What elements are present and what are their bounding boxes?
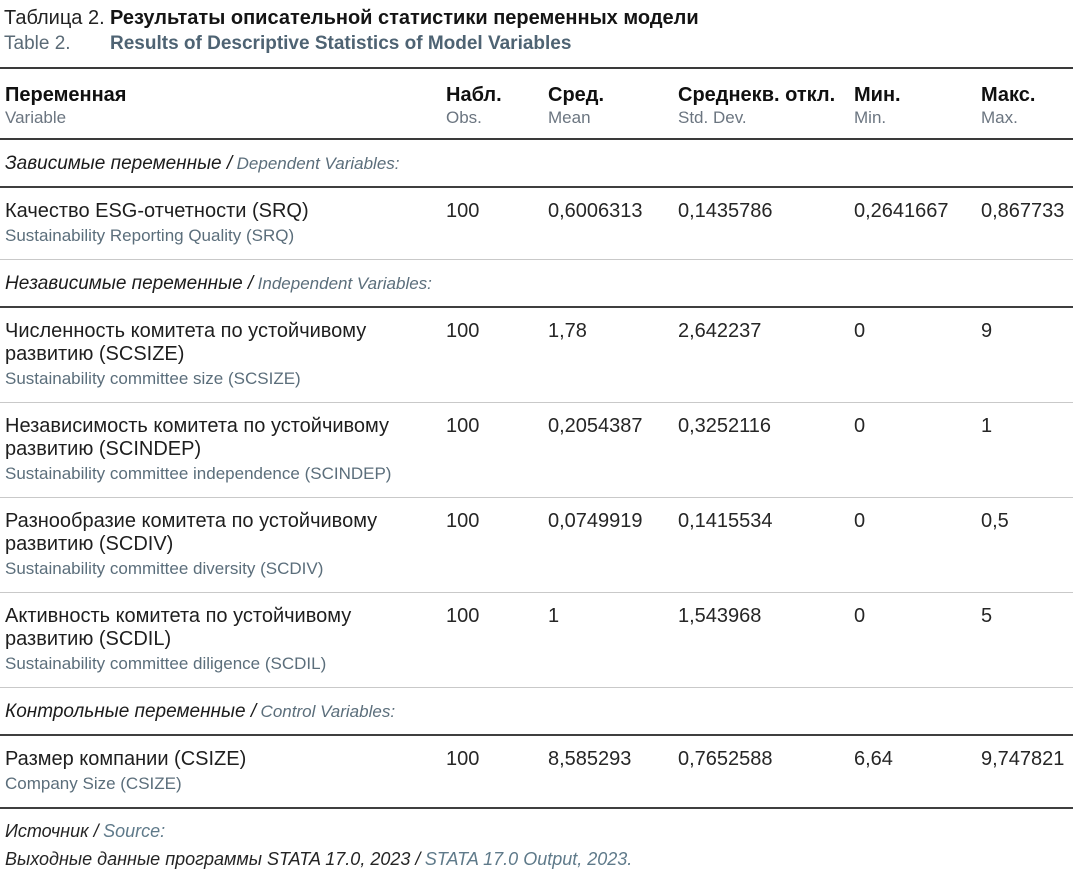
stddev-value: 0,1435786 — [678, 200, 773, 222]
stddev-value: 0,1415534 — [678, 510, 773, 532]
caption-line-en — [4, 32, 1073, 57]
obs-value: 100 — [446, 748, 480, 770]
column-header-row — [0, 69, 1073, 140]
source-note — [0, 809, 1073, 874]
section-header-dependent — [0, 140, 1073, 188]
variable-name-en: Sustainability committee diligence (SCDIL) — [5, 654, 327, 673]
obs-value: 100 — [446, 200, 480, 222]
col-header-obs-en: Obs. — [446, 108, 482, 127]
source-label-ru: Источник / — [5, 821, 99, 841]
min-value: 6,64 — [854, 748, 893, 770]
obs-value: 100 — [446, 415, 480, 437]
table-title-en: Results of Descriptive Statistics of Model Variables — [110, 33, 572, 54]
section-header-control-ru: Контрольные переменные / — [5, 701, 257, 722]
caption-line-ru — [4, 6, 1073, 32]
stddev-value: 0,7652588 — [678, 748, 773, 770]
variable-cell — [0, 200, 446, 246]
col-header-min — [854, 83, 981, 128]
col-header-obs-ru: Набл. — [446, 84, 502, 106]
stddev-value: 0,3252116 — [678, 415, 772, 437]
source-label-en: Source: — [103, 821, 166, 841]
variable-name-en: Sustainability committee size (SCSIZE) — [5, 369, 301, 388]
table-number-en: Table 2. — [4, 33, 71, 54]
min-value: 0 — [854, 510, 866, 532]
section-header-independent-en: Independent Variables: — [257, 274, 432, 293]
variable-name-ru: Разнообразие комитета по устойчивому развитию (SCDIV) — [5, 510, 378, 555]
stddev-value: 1,543968 — [678, 605, 762, 627]
section-header-control — [0, 688, 1073, 736]
table-row-scdiv — [0, 498, 1073, 593]
variable-name-ru: Численность комитета по устойчивому развитию (SCSIZE) — [5, 320, 367, 365]
variable-name-ru: Независимость комитета по устойчивому развитию (SCINDEP) — [5, 415, 390, 460]
min-value: 0 — [854, 605, 866, 627]
mean-value: 0,0749919 — [548, 510, 643, 532]
section-header-dependent-en: Dependent Variables: — [236, 154, 400, 173]
variable-name-ru: Качество ESG-отчетности (SRQ) — [5, 200, 309, 222]
max-value: 9,747821 — [981, 748, 1065, 770]
max-value: 5 — [981, 605, 993, 627]
col-header-max — [981, 83, 1073, 128]
variable-cell — [0, 748, 446, 794]
variable-name-en: Sustainability committee diversity (SCDIV) — [5, 559, 324, 578]
mean-value: 0,6006313 — [548, 200, 643, 222]
col-header-min-en: Min. — [854, 108, 887, 127]
section-header-independent — [0, 260, 1073, 308]
col-header-mean-ru: Сред. — [548, 84, 605, 106]
col-header-max-ru: Макс. — [981, 84, 1036, 106]
variable-name-en: Sustainability committee independence (SCINDEP) — [5, 464, 392, 483]
table-row-srq — [0, 188, 1073, 260]
mean-value: 0,2054387 — [548, 415, 643, 437]
variable-cell — [0, 320, 446, 389]
variable-name-ru: Активность комитета по устойчивому развитию (SCDIL) — [5, 605, 352, 650]
min-value: 0 — [854, 415, 866, 437]
table-title-ru: Результаты описательной статистики переменных модели — [110, 7, 699, 29]
variable-name-en: Company Size (CSIZE) — [5, 774, 182, 793]
max-value: 9 — [981, 320, 993, 342]
mean-value: 8,585293 — [548, 748, 632, 770]
col-header-max-en: Max. — [981, 108, 1018, 127]
table-row-scindep — [0, 403, 1073, 498]
section-header-control-en: Control Variables: — [260, 702, 396, 721]
min-value: 0,2641667 — [854, 200, 949, 222]
col-header-stddev-en: Std. Dev. — [678, 108, 747, 127]
max-value: 1 — [981, 415, 993, 437]
source-text-ru: Выходные данные программы STATA 17.0, 2023 / — [5, 849, 421, 869]
table-row-scsize — [0, 308, 1073, 403]
obs-value: 100 — [446, 605, 480, 627]
source-label-line — [5, 818, 1073, 846]
min-value: 0 — [854, 320, 866, 342]
variable-name-ru: Размер компании (CSIZE) — [5, 748, 247, 770]
section-header-dependent-ru: Зависимые переменные / — [5, 153, 233, 174]
variable-name-en: Sustainability Reporting Quality (SRQ) — [5, 226, 295, 245]
table-caption — [0, 0, 1073, 69]
col-header-mean-en: Mean — [548, 108, 591, 127]
mean-value: 1,78 — [548, 320, 587, 342]
col-header-stddev — [678, 83, 854, 128]
stddev-value: 2,642237 — [678, 320, 762, 342]
variable-cell — [0, 510, 446, 579]
source-text-line — [5, 846, 1073, 874]
col-header-variable — [0, 83, 446, 128]
table-number-ru: Таблица 2. — [4, 7, 105, 29]
max-value: 0,5 — [981, 510, 1009, 532]
obs-value: 100 — [446, 320, 480, 342]
variable-cell — [0, 415, 446, 484]
section-header-independent-ru: Независимые переменные / — [5, 273, 254, 294]
table-row-csize — [0, 736, 1073, 809]
obs-value: 100 — [446, 510, 480, 532]
source-text-en: STATA 17.0 Output, 2023. — [424, 849, 633, 869]
col-header-mean — [548, 83, 678, 128]
table-row-scdil — [0, 593, 1073, 688]
col-header-variable-en: Variable — [5, 108, 67, 127]
col-header-variable-ru: Переменная — [5, 84, 127, 106]
variable-cell — [0, 605, 446, 674]
mean-value: 1 — [548, 605, 560, 627]
col-header-obs — [446, 83, 548, 128]
col-header-stddev-ru: Среднекв. откл. — [678, 84, 836, 106]
max-value: 0,867733 — [981, 200, 1065, 222]
col-header-min-ru: Мин. — [854, 84, 901, 106]
